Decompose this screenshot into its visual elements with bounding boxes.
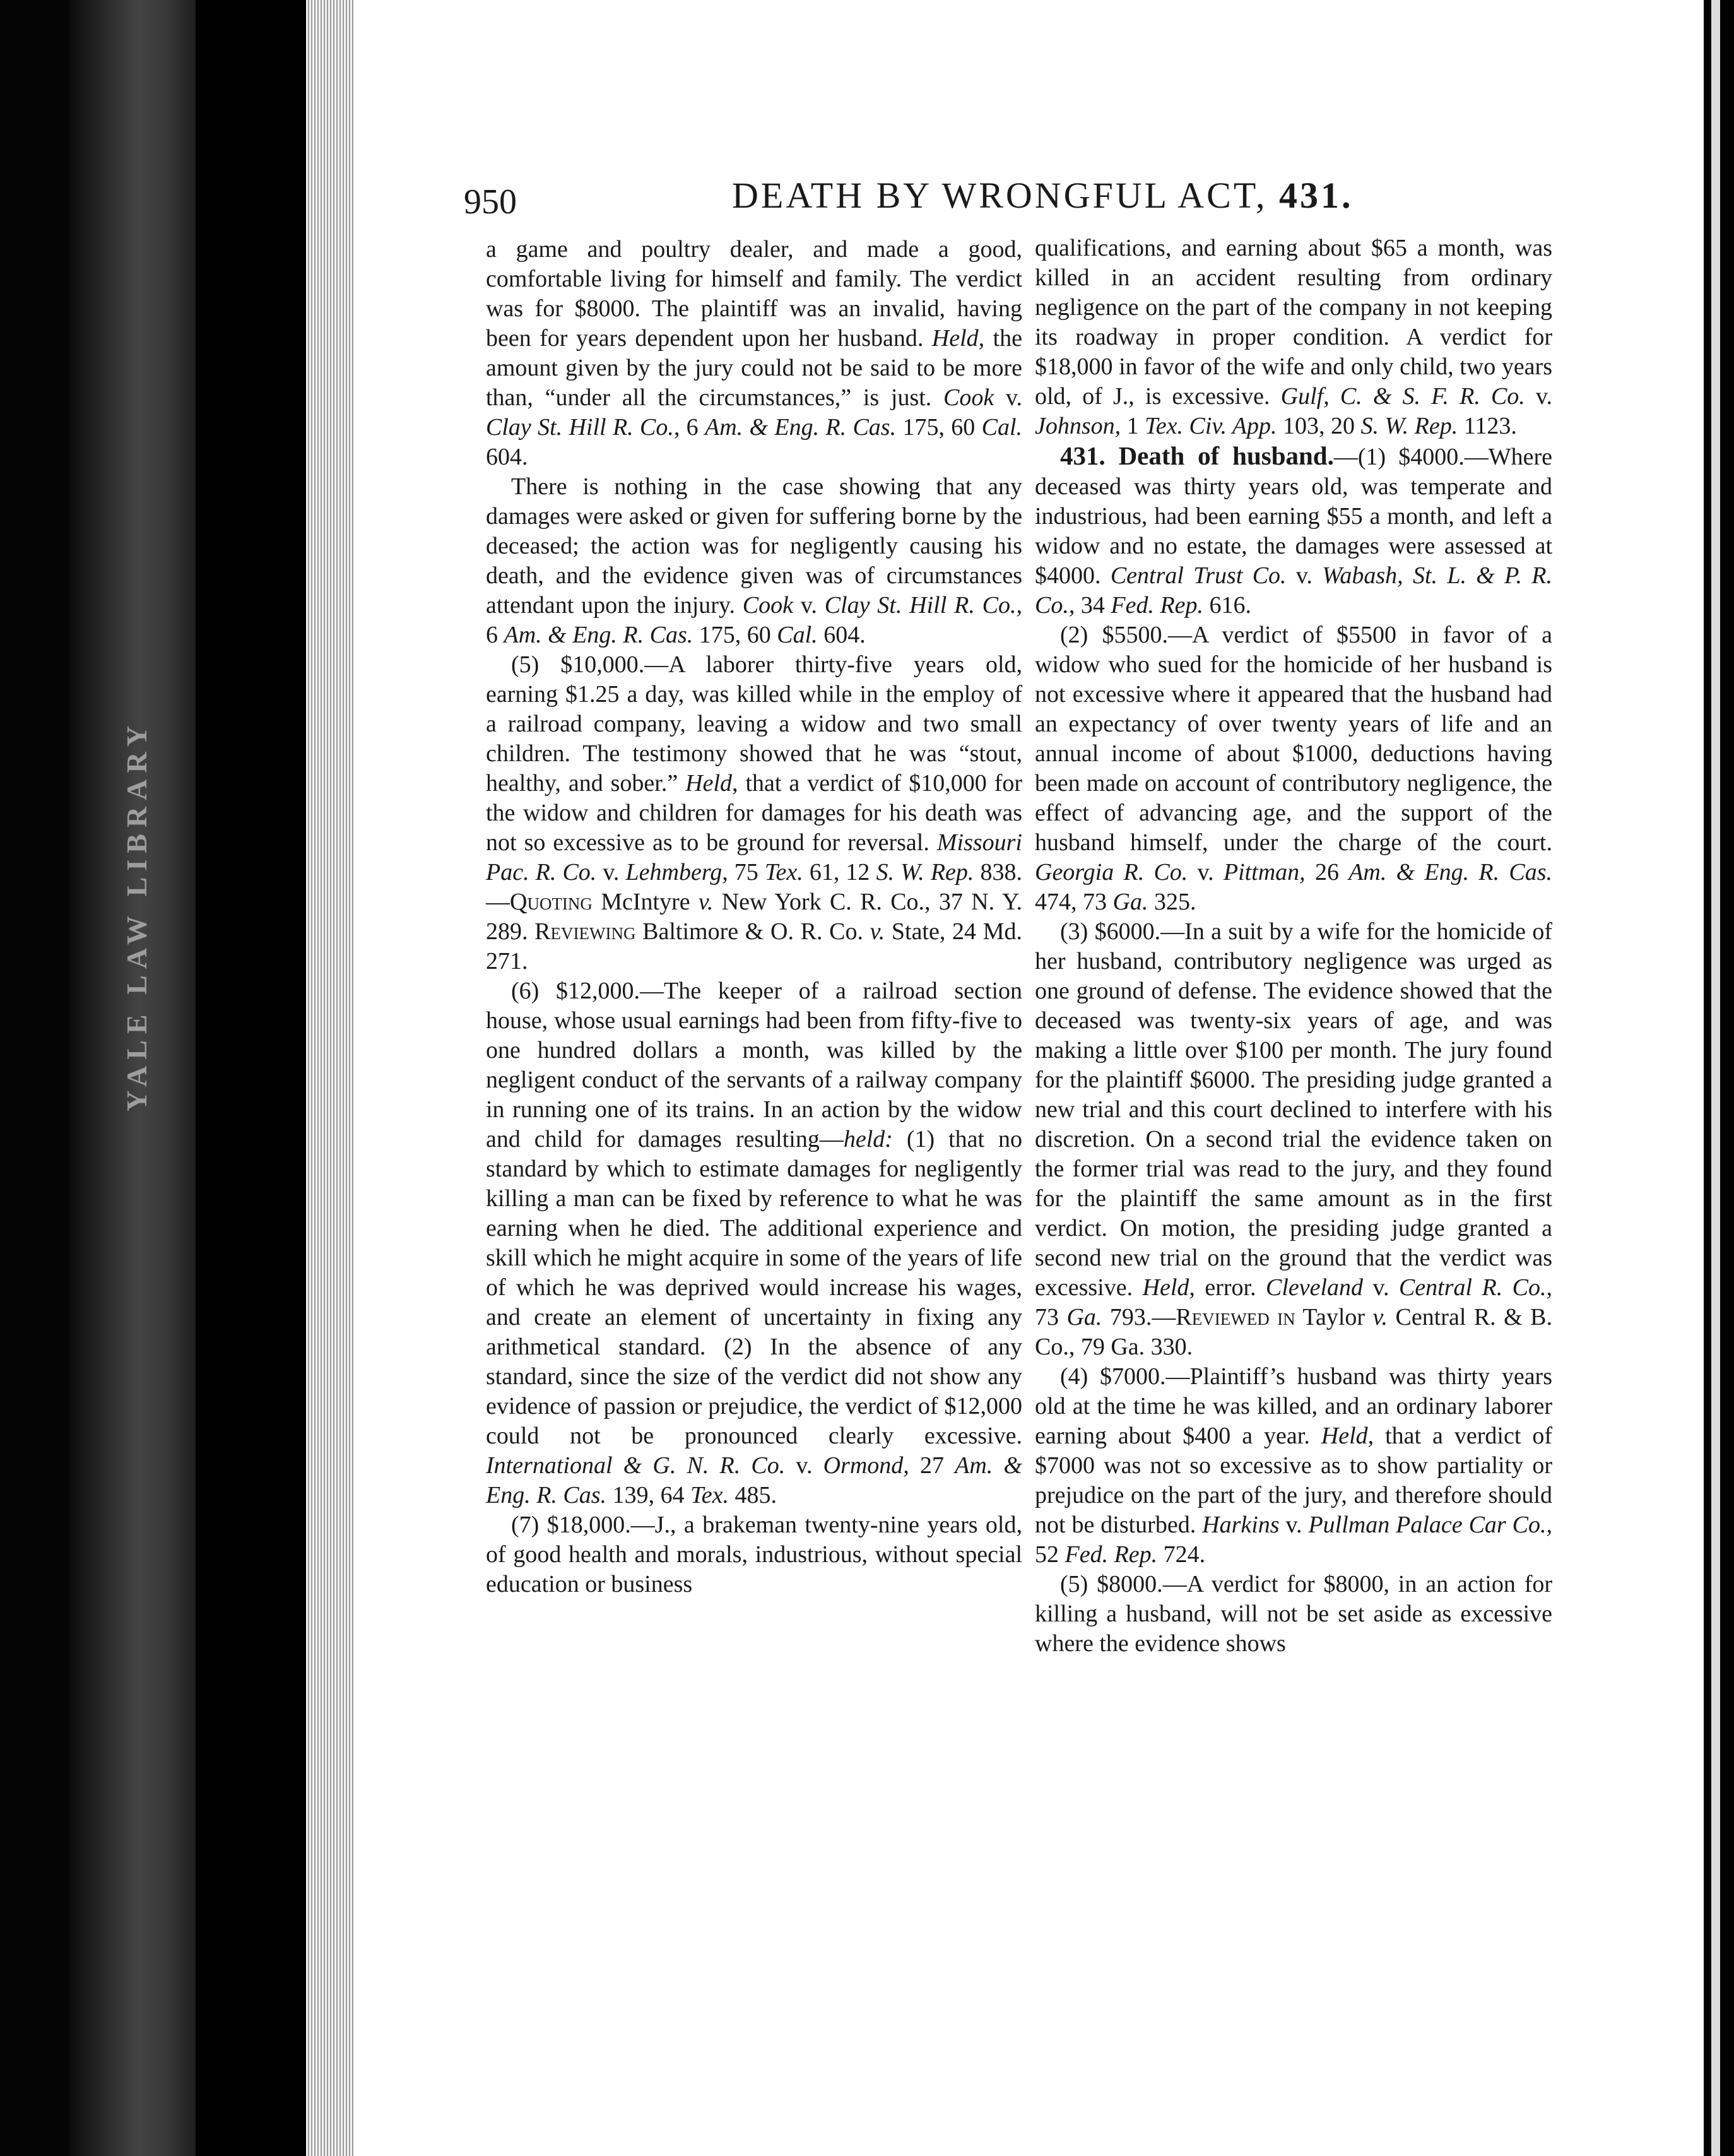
text-run: 6	[680, 414, 705, 441]
reporter-name: S. W. Rep.	[1360, 413, 1458, 439]
case-party: Clay St. Hill R. Co.,	[486, 414, 680, 441]
text-run: v.	[793, 592, 825, 619]
running-head-title: DEATH BY WRONGFUL ACT,	[732, 175, 1268, 216]
text-italic: held:	[843, 1126, 893, 1152]
text-run: v.	[1363, 1274, 1399, 1301]
text-run: a game and poultry dealer, and made a good, comfortable living for himself and family. The verdict was for $8000. The plaintiff was an invalid, having been for years dependent upon her husband.	[486, 236, 1022, 352]
text-run: (6) $12,000.—The keeper of a railroad section house, whose usual earnings had been from fifty-five to one hundred dollars a month, was killed by the negligent conduct of the servants of a railway company in running one of its trains. In an action by the widow and child for damages resulting—	[486, 978, 1022, 1152]
paragraph-right-3	[1035, 620, 1552, 917]
text-run: Taylor	[1295, 1304, 1373, 1330]
text-run: (3) $6000.—In a suit by a wife for the homicide of her husband, contributory negligence was urged as one ground of defense. The evidence showed that the deceased was twenty-six years of age, and was making a little over $100 per month. The jury found for the plaintiff $6000. The presiding judge granted a new trial and this court declined to interfere with his discretion. On a second trial the evidence taken on the former trial was read to the jury, and they found for the plaintiff the same amount as in the first verdict. On motion, the presiding judge granted a second new trial on the ground that the verdict was excessive.	[1035, 918, 1552, 1301]
text-run: 26	[1305, 859, 1349, 886]
text-italic: Held,	[931, 325, 985, 352]
reporter-name: Am. & Eng. R. Cas.	[705, 414, 897, 441]
reporter-name: Tex.	[764, 859, 803, 886]
text-run: State, 24 Md. 271.	[486, 918, 1022, 974]
paragraph-left-2	[486, 472, 1022, 650]
spine-label: YALE LAW LIBRARY	[121, 719, 153, 1111]
paragraph-left-5	[486, 1510, 1022, 1599]
text-run: 175, 60	[693, 622, 777, 648]
text-run: v.	[1188, 859, 1224, 886]
text-run: (7) $18,000.—J., a brakeman twenty-nine years old, of good health and morals, industrious, without special education or business	[486, 1512, 1022, 1597]
small-caps-term: Reviewed in	[1176, 1304, 1295, 1330]
text-italic: v.	[1372, 1304, 1388, 1330]
text-run: (5) $8000.—A verdict for $8000, in an action for killing a husband, will not be set aside as excessive where the evidence shows	[1035, 1571, 1552, 1657]
text-run: 604.	[486, 444, 528, 470]
text-run: (2) $5500.—A verdict of $5500 in favor of a widow who sued for the homicide of her husband is not excessive where it appeared that the husband had an expectancy of over twenty years of life and an annual income of about $1000, deductions having been made on account of contributory negligence, the effect of advancing age, and the support of the husband himself, under the charge of the court.	[1035, 622, 1552, 856]
case-party: Georgia R. Co.	[1035, 859, 1188, 886]
text-italic: Held,	[1142, 1274, 1195, 1301]
text-run: v.	[596, 859, 626, 886]
text-run: v.	[994, 384, 1022, 411]
left-column	[486, 235, 1022, 1599]
text-run: 604.	[817, 622, 866, 648]
text-run: 73	[1035, 1304, 1067, 1330]
text-run: New York C. R. Co., 37 N. Y. 289.	[486, 889, 1022, 945]
text-run: 6	[486, 622, 504, 648]
reporter-name: Fed. Rep.	[1111, 592, 1204, 619]
text-run: v.	[1286, 562, 1323, 589]
text-run: that a verdict of $7000 was not so excessive as to show partiality or prejudice on the part of the jury, and therefore should not be disturbed.	[1035, 1423, 1552, 1538]
text-run: There is nothing in the case showing that any damages were asked or given for suffering borne by the deceased; the action was for negligently causing his death, and the evidence given was of circumstances attendant upon the injury.	[486, 473, 1022, 619]
text-run: 103, 20	[1277, 413, 1361, 439]
right-column	[1035, 234, 1552, 1659]
case-party: Pittman,	[1223, 859, 1306, 886]
running-head-section: 431.	[1278, 175, 1354, 216]
paragraph-right-6	[1035, 1570, 1552, 1659]
case-party: International & G. N. R. Co.	[486, 1452, 786, 1479]
reporter-name: Tex. Civ. App.	[1145, 413, 1277, 439]
next-page-edge	[1711, 0, 1720, 2156]
case-party: Central Trust Co.	[1110, 562, 1287, 589]
reporter-name: Ga.	[1112, 889, 1148, 915]
text-run: Central R. & B. Co., 79 Ga. 330.	[1035, 1304, 1552, 1360]
text-run: the amount given by the jury could not be said to be more than, “under all the circumstances,” is just.	[486, 325, 1022, 411]
paragraph-right-1	[1035, 234, 1552, 441]
paragraph-right-5	[1035, 1362, 1552, 1570]
case-party: Missouri Pac. R. Co.	[486, 829, 1022, 886]
case-party: Gulf, C. & S. F. R. Co.	[1280, 383, 1525, 410]
text-run: v.	[1279, 1512, 1309, 1538]
case-party: Pullman Palace Car Co.,	[1308, 1512, 1552, 1538]
reporter-name: Cal.	[981, 414, 1023, 441]
small-caps-term: Reviewing	[534, 918, 636, 945]
text-italic: v.	[698, 889, 714, 915]
case-party: Ormond,	[823, 1452, 909, 1479]
case-party: Cleveland	[1266, 1274, 1364, 1301]
running-head	[732, 174, 1353, 216]
case-party: Wabash, St. L. & P. R. Co.,	[1035, 562, 1552, 619]
reporter-name: Cal.	[777, 622, 818, 648]
case-party: Cook	[943, 384, 994, 411]
text-run: 52	[1035, 1541, 1065, 1568]
text-run: 139, 64	[606, 1482, 691, 1508]
text-run: 75	[728, 859, 765, 886]
text-italic: Held,	[685, 770, 738, 797]
paragraph-left-4	[486, 976, 1022, 1510]
paragraph-right-2	[1035, 441, 1552, 620]
text-run: 724.	[1157, 1541, 1206, 1568]
text-run: McIntyre	[592, 889, 699, 915]
text-run: 325.	[1148, 889, 1196, 915]
text-run: 474, 73	[1035, 889, 1113, 915]
text-run: 61, 12	[803, 859, 876, 886]
text-italic: Held,	[1321, 1423, 1374, 1449]
reporter-name: S. W. Rep.	[876, 859, 974, 886]
reporter-name: Am. & Eng. R. Cas.	[486, 1452, 1022, 1508]
case-party: Cook	[742, 592, 794, 619]
page-edges	[306, 0, 353, 2156]
case-party: Johnson,	[1035, 413, 1121, 439]
section-heading: 431. Death of husband.	[1060, 441, 1334, 470]
text-run: qualifications, and earning about $65 a month, was killed in an accident resulting from ordinary negligence on the part of the company in not keeping its roadway in proper condition. A verdict for $18,000 in favor of the wife and only child, two years old, of J., is excessive.	[1035, 235, 1552, 410]
case-party: Central R. Co.,	[1398, 1274, 1552, 1301]
text-run: 1123.	[1458, 413, 1517, 439]
text-run: 838.—	[486, 859, 1023, 915]
case-party: Clay St. Hill R. Co.,	[824, 592, 1022, 619]
paragraph-left-1	[486, 235, 1022, 472]
text-run: 616.	[1203, 592, 1252, 619]
paragraph-right-4	[1035, 917, 1552, 1362]
text-run: 175, 60	[896, 414, 982, 441]
text-run: 485.	[728, 1482, 777, 1508]
reporter-name: Tex.	[690, 1482, 729, 1508]
case-party: Harkins	[1202, 1512, 1280, 1538]
text-run: 27	[909, 1452, 955, 1479]
paragraph-left-3	[486, 650, 1022, 976]
case-party: Lehmberg,	[625, 859, 728, 886]
text-run: (1) that no standard by which to estimate damages for negligently killing a man can be fixed by reference to what he was earning when he died. The additional experience and skill which he might acquire in some of the years of life of which he was deprived would increase his wages, and create an element of uncertainty in fixing any arithmetical standard. (2) In the absence of any standard, since the size of the verdict did not show any evidence of passion or prejudice, the verdict of $12,000 could not be pronounced clearly excessive.	[486, 1126, 1022, 1449]
text-run: v.	[785, 1452, 823, 1479]
small-caps-term: Quoting	[510, 889, 593, 915]
text-run: 34	[1075, 592, 1111, 619]
reporter-name: Fed. Rep.	[1065, 1541, 1158, 1568]
page-number: 950	[464, 182, 517, 222]
text-run: 1	[1121, 413, 1145, 439]
text-run: that a verdict of $10,000 for the widow and children for damages for his death was not so excessive as to be ground for reversal.	[486, 770, 1022, 856]
text-run: Baltimore & O. R. Co.	[635, 918, 870, 945]
text-run: —(1) $4000.—Where deceased was thirty years old, was temperate and industrious, had been earning $55 a month, and left a widow and no estate, the damages were assessed at $4000.	[1035, 444, 1552, 589]
text-run: 793.—	[1102, 1304, 1176, 1330]
text-run: (4) $7000.—Plaintiff’s husband was thirty years old at the time he was killed, and an ordinary laborer earning about $400 a year.	[1035, 1363, 1552, 1449]
text-italic: v.	[870, 918, 885, 945]
text-run: (5) $10,000.—A laborer thirty-five years old, earning $1.25 a day, was killed while in the employ of a railroad company, leaving a widow and two small children. The testimony showed that he was “stout, healthy, and sober.”	[486, 651, 1022, 797]
text-run: error.	[1194, 1274, 1266, 1301]
book-spine	[0, 0, 69, 2156]
reporter-name: Am. & Eng. R. Cas.	[504, 622, 693, 648]
reporter-name: Ga.	[1066, 1304, 1102, 1330]
text-run: v.	[1525, 383, 1552, 410]
reporter-name: Am. & Eng. R. Cas.	[1348, 859, 1552, 886]
